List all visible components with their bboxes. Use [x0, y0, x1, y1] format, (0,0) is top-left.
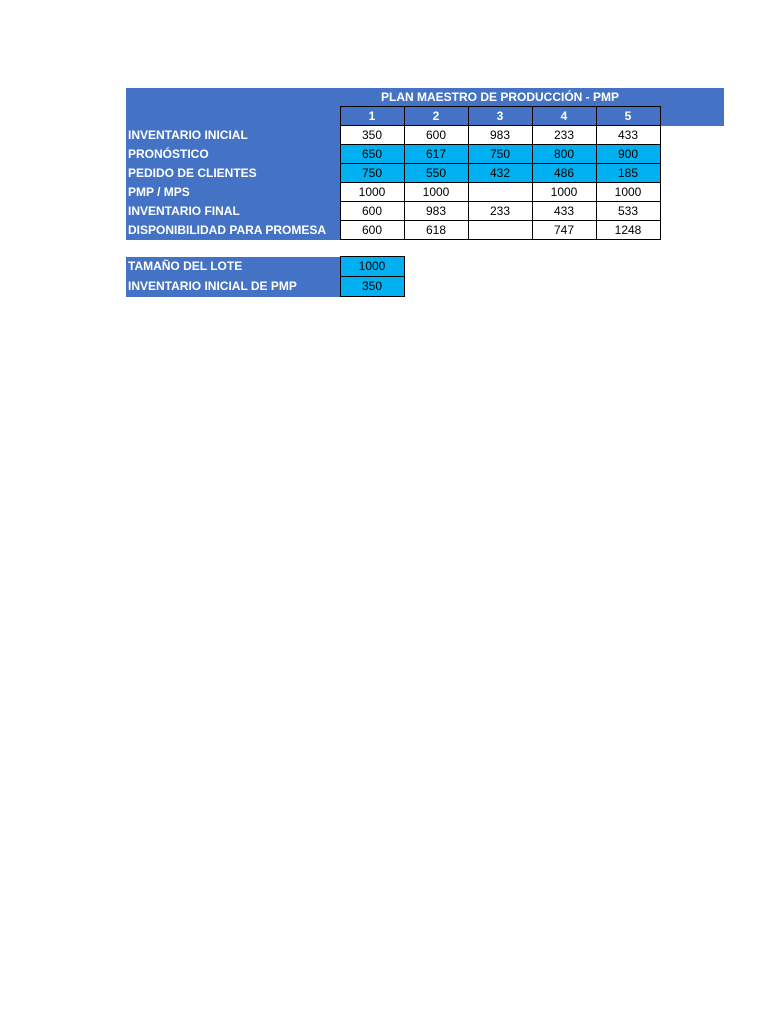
initial-pmp-inventory-label: INVENTARIO INICIAL DE PMP	[126, 277, 340, 297]
lot-table	[126, 256, 405, 297]
table-cell[interactable]	[468, 221, 532, 240]
table-cell[interactable]: 233	[532, 126, 596, 145]
table-cell[interactable]: 433	[532, 202, 596, 221]
table-cell[interactable]: 617	[404, 145, 468, 164]
table-cell[interactable]: 747	[532, 221, 596, 240]
table-cell[interactable]: 533	[596, 202, 660, 221]
period-header[interactable]: 5	[596, 107, 660, 126]
pmp-title: PLAN MAESTRO DE PRODUCCIÓN - PMP	[340, 88, 660, 107]
row-label: INVENTARIO INICIAL	[126, 126, 340, 145]
table-cell[interactable]: 618	[404, 221, 468, 240]
row-inventario-inicial	[126, 126, 660, 145]
header-fill-extension	[660, 88, 724, 126]
row-label: PRONÓSTICO	[126, 145, 340, 164]
table-cell[interactable]	[468, 183, 532, 202]
initial-pmp-inventory-value[interactable]: 350	[340, 277, 404, 297]
table-cell[interactable]: 750	[340, 164, 404, 183]
table-cell[interactable]: 983	[468, 126, 532, 145]
table-cell[interactable]: 1000	[532, 183, 596, 202]
table-cell[interactable]: 650	[340, 145, 404, 164]
period-header[interactable]: 4	[532, 107, 596, 126]
row-label: DISPONIBILIDAD PARA PROMESA	[126, 221, 340, 240]
table-cell[interactable]: 600	[340, 221, 404, 240]
row-pedido-de-clientes	[126, 164, 660, 183]
period-header[interactable]: 3	[468, 107, 532, 126]
row-pmp-mps	[126, 183, 660, 202]
pmp-title-row	[126, 88, 660, 107]
table-cell[interactable]: 550	[404, 164, 468, 183]
period-header[interactable]: 2	[404, 107, 468, 126]
lot-size-value[interactable]: 1000	[340, 257, 404, 277]
table-cell[interactable]: 600	[404, 126, 468, 145]
table-cell[interactable]: 1000	[596, 183, 660, 202]
table-cell[interactable]: 600	[340, 202, 404, 221]
table-cell[interactable]: 486	[532, 164, 596, 183]
table-cell[interactable]: 1000	[404, 183, 468, 202]
row-pronostico	[126, 145, 660, 164]
period-header-row	[126, 107, 660, 126]
table-cell[interactable]: 983	[404, 202, 468, 221]
title-blank-cell	[126, 88, 340, 107]
period-header[interactable]: 1	[340, 107, 404, 126]
table-cell[interactable]: 433	[596, 126, 660, 145]
table-cell[interactable]: 432	[468, 164, 532, 183]
row-disponibilidad-para-promesa	[126, 221, 660, 240]
row-inventario-inicial-pmp	[126, 277, 404, 297]
lot-size-label: TAMAÑO DEL LOTE	[126, 257, 340, 277]
table-cell[interactable]: 1000	[340, 183, 404, 202]
row-label: PMP / MPS	[126, 183, 340, 202]
table-cell[interactable]: 900	[596, 145, 660, 164]
table-cell[interactable]: 233	[468, 202, 532, 221]
table-cell[interactable]: 1248	[596, 221, 660, 240]
pmp-table	[126, 88, 661, 240]
row-inventario-final	[126, 202, 660, 221]
row-label: INVENTARIO FINAL	[126, 202, 340, 221]
table-cell[interactable]: 800	[532, 145, 596, 164]
table-cell[interactable]: 750	[468, 145, 532, 164]
table-cell[interactable]: 350	[340, 126, 404, 145]
period-header-blank	[126, 107, 340, 126]
row-label: PEDIDO DE CLIENTES	[126, 164, 340, 183]
row-tamano-del-lote	[126, 257, 404, 277]
table-cell[interactable]: 185	[596, 164, 660, 183]
